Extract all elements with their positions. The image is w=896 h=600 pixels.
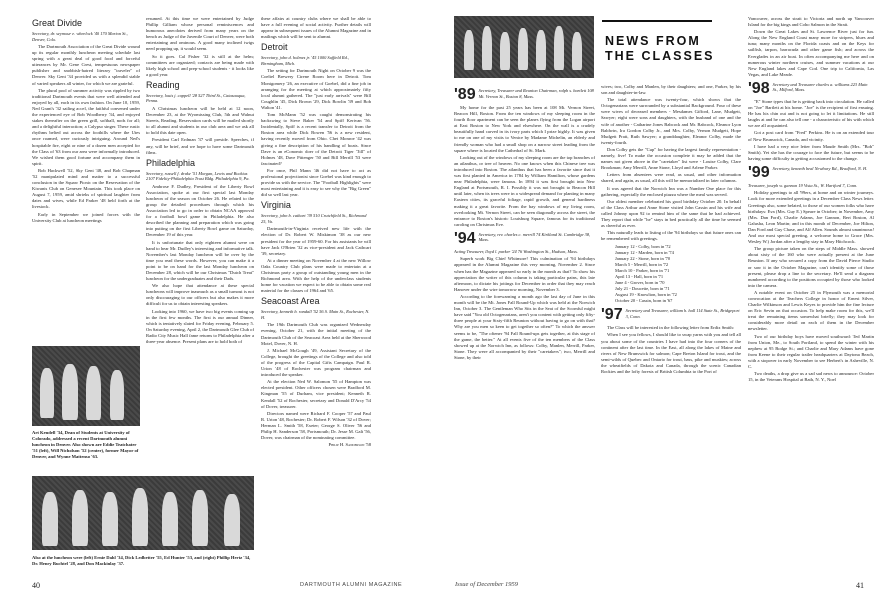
figure: [42, 492, 58, 546]
class-year: '94: [454, 229, 476, 247]
figure: [554, 26, 564, 70]
paragraph: these affairs at country clubs where we shall be able to have a full evening of social activity. Further details will appear in subsequent issues of the Alumni Magazine and in mailings which will be sent to alumni.: [261, 16, 371, 40]
paragraph: "E" Stone types that he is getting back into circulation. He called on "Joe" Bartlett at his home. "Joe" is the recipient of first ensuing. He has his chin out and is not going to let it limitations. He still laughs at and he can also tell one - a characteristic of his with which we are all acquainted.: [748, 98, 874, 129]
birthday-item: January 22 - Stone, born in '70: [615, 256, 671, 262]
column-1: [32, 16, 140, 356]
photo-luncheon-1: [32, 346, 140, 426]
figure: [72, 490, 88, 546]
class-officer-info: Secretary, rev. charles c. merrill 74 Kirkland St. Cambridge 38, Mass.: [478, 231, 591, 243]
class-year: '99: [748, 163, 770, 181]
figure: [464, 30, 474, 70]
secretary-line: Secretary, dr. seymour e. wheelock '40 170 Marion St., Denver, Colo.: [32, 31, 128, 42]
paragraph: I have had a very nice letter from Maude Smith (Mrs. "Bob" Smith). Yet she has the courage to face the future, but seems to be having some difficulty in getting accustomed to the change.: [748, 143, 874, 161]
club-heading-philadelphia: Philadelphia: [146, 157, 196, 168]
figure: [536, 30, 546, 70]
photo-luncheon-2: [32, 476, 254, 550]
club-heading-virginia: Virginia: [261, 200, 291, 211]
class-year: '97: [601, 306, 623, 324]
club-heading-great-divide: Great Divide: [32, 18, 83, 28]
paragraph: Our oldest member celebrated his good birthday October 20. In behalf of the Class Arthur and Anne Stone visited John Cassin and his wife and called Johnny upon 92 to remind him of the same that he had achieved. They report that while "he" stays in bed practically all the time he seemed as cheerful as ever.: [601, 198, 741, 229]
class-heading-1894: [454, 231, 595, 247]
class-officer-info: Secretary and Treasurer, william h. hall 114 State St., Bridgeport 3, Conn.: [625, 308, 740, 319]
paragraph: Directors named were Richard F. Cooper '57 and Paul R. Urion '48, Rochester; Dr. Robert F. Wilson '32 of Dover; Herman L. Smith '58, Exeter; George S. Oliver '56 and Philip H. Sanderson '58, Portsmouth; Dr. Jesse M. Galt '56, Dover, was chairman of the nominating committee.: [261, 410, 371, 441]
secretary-line: Secretary, john b. cathart '39 510 Crutchfield St., Richmond 25, Va.: [261, 213, 367, 224]
class-heading-1898: [748, 81, 874, 97]
paragraph: President Carl Erdman '37 will preside. Speeches, if any, will be brief, and we hope to have some Dartmouth films.: [146, 137, 254, 155]
decorative-bar: [602, 20, 712, 22]
paragraph: J. Michael McGough '49, Assistant Secretary of the College, brought the greetings of the College and also told of the progress of the Capital Gifts Campaign. Paul R. Urion '48 of Rochester was program chairman and introduced the speaker.: [261, 347, 371, 378]
club-heading-reading: Reading: [146, 79, 180, 90]
paragraph: My home for the past 25 years has been at 108 Mt. Vernon Street, Beacon Hill, Boston. From the ten windows of my sleeping room in the fourth floor apartment can be seen the planes flying from the Logan airport at East Boston to New York and elsewhere. On the wall is a crudely beautifully hand carved in its ivory parts which I prize highly. It was given to me on one of my visits to Venice by Madame Michelin, an elderly and friendly woman who had a small shop on a narrow street leading from the square where is located the Cathedral of St. Mark.: [454, 105, 595, 153]
paragraph: At the election Ned W. Salomon '55 of Hampton was elected president. Other officers chosen were Bradford M. Kingman '55 of Durham, vice president; Kenneth R. Kendall '52 of Rochester, secretary and Donald D'Arcy '54 of Dover, treasurer.: [261, 379, 371, 409]
paragraph: Looking out of the windows of my sleeping room are the top branches of an ailanthus, or tree of heaven. No one knows when this Chinese tree was introduced into Boston. The ailanthus that has been a favorite since that it was first planted in America in 1784 by William Hamilton, whose gardens near Philadelphia, were famous. In 1894 it was first brought into New England at Portsmouth, R. I. Possibly it was not brought to Beacon Hill until later, when its trees were in a widespread demand for planting in many Eastern cities, its graceful foliage, rapid growth, and general hardiness making it a great favorite. From the bay windows of my living room, overlooking Mt. Vernon Street, can be seen diagonally across the street, the entrance to Boston's historic Louisburg Square, famous for its traditional caroling on Christmas Eve.: [454, 154, 595, 227]
paragraph: This naturally leads to listing of the '94 birthdays so that future ones can be remembered with greetings.: [601, 230, 741, 242]
paragraph: Dartmouth-in-Virginia received new life with the election of Dr. Robert W. Miskimon '38 as our new president for the year of 1959-60. For his assistants he will have Jack O'Brien '32 as vice-president and Jack Cathcart '39, secretary.: [261, 226, 371, 256]
paragraph: The total attendance was twenty-four, which shows that the Octogenarians were surrounded by a substantial Background. Four of these were wives of deceased members - Mesdames Gifford, Lane, Mudgett, Sawyer; eight were sons and daughters, with the husband of one and the wife of another - Catharine Jones Babcock and Mr. Babcock, Eleanor Lyon Baldwin, Ira Gordon Colby Jr., and Mrs. Colby, Vernon Mudgett, Hope Mudgett Pratt, Ruth Sawyer; a granddaughter, Eleanor Colby, made the twenty-fourth.: [601, 97, 741, 145]
class-officer-info: Secretary, kenneth beal Newbury Rd., Bradford, N. H.: [772, 165, 868, 171]
birthday-item: October 20 - Cassin, born in '67: [615, 298, 673, 304]
birthday-list: [615, 244, 741, 304]
paragraph: A Christmas luncheon will be held at 12 noon, December 23, at the Wyomissing Club, 5th and Walnut Streets, Reading. Reservation cards will be mailed shortly to all alumni and students in our club area and we ask all to hold this date open.: [146, 105, 254, 136]
column-5: [601, 84, 741, 576]
paragraph: Letters from absentees were read, as usual, and other information shared, and again, as usual, all this will be memorialized in later columns.: [601, 172, 741, 184]
figure: [192, 490, 208, 546]
paragraph: At a dinner meeting on November 4 at the new Willow Oaks Country Club plans were made to entertain at a Christmas party a group of outstanding young men in the Richmond area. With the help of the underclass students home for vacation we expect to be able to obtain some real material for the classes of 1964 and '65.: [261, 257, 371, 294]
signature: Philip H. Sanderson '58: [328, 442, 371, 448]
birthday-item: March 10 - Parker, born in '71: [615, 268, 670, 274]
paragraph: The setting for Dartmouth Night on October 9 was the Coeltel Brewery Cirene Room here in Detroit. Tom Montgomery '26, an executive of Goebel, did a fine job in arranging for the meeting at which approximately fifty local alumni gathered. The "just early arrivals" were Bill Coughlin '45, Dick Brown '29, Dick Bowlin '39 and Bob Walton '41.: [261, 68, 371, 110]
class-officer-info: Secretary and Treasurer charles a. williams 223 Main St., Milford, Mass.: [772, 81, 868, 93]
figure: [62, 364, 78, 420]
paragraph: Bob Hackwell '52, Sky Gent '48, and Bob Chapman '52 manipulated mind and matter to a successful conclusion in the Squaw Picnic on the Reservation of the Kiwanis Club on Genesee Mountain. This took place on August 7, 1959, amid shrieks of spiritual laughter from dates and wives, while Ed Parker '48 held forth at the livestock.: [32, 167, 140, 210]
figure: [40, 368, 54, 418]
birthday-item: April 13 - Hall, born in '71: [615, 274, 664, 280]
photo-caption-1: Art Kendell '34, Dean of Students at University of Colorado, addressed a recent Dartmouth alumni luncheon in Denver. Also shown are Eddie Teatchater '51 (left), Will Nicholson '52 (center), former Mayor of Denver, and Wynne Mattenso '63.: [32, 430, 139, 459]
paragraph: Ambrose F. Dudley, President of the Liberty Bowl Association, spoke at our first special last Monday luncheon of the season on October 26. He related to the group the detailed procedures through which his Association led to go in order to obtain NCAA approval for a football bowl game in Philadelphia. He also described the planning and preparation which was going into putting on the first Liberty Bowl game on Saturday, December 19 of this year.: [146, 183, 254, 238]
secretary-line: Secretary, louis j. cappell '28 527 Third St., Catasauqua, Penna.: [146, 92, 246, 104]
paragraph: The Dartmouth Association of the Great Divide wound up its regular monthly luncheon meeting schedule last spring with a great deal of good food and forceful utterances by Mr. Gene Crest, tempestuous newspaper publisher and snobbish-hatred literary "traveler" of Denver. Sky Gent '34 provided us with a splendid stable of varied speakers all winter, for which we are grateful.: [32, 44, 140, 86]
class-year: '98: [748, 79, 770, 97]
paragraph: The 19th Dartmouth Club was organized Wednesday evening, October 21, with the initial meeting of the Dartmouth Club of the Seacoast Area held at the Sherwood Motel, Dover, N. H.: [261, 322, 371, 346]
paragraph: Early in September we joined forces with the University Club at luncheon meetings: [32, 211, 140, 223]
photo-caption-2: Also at the luncheon were (left) Ernie Dahl '34, Dick Ledbetter '55, Ed Hunter '53, and (right) Phillip Hertz '34, Dr. Henry Buchtel '28, and Don Mackinlay '37.: [32, 555, 251, 566]
birthday-item: August 19 - Knowlton, born in '72: [615, 292, 677, 298]
figure: [224, 494, 240, 546]
paragraph: Don Colby gets the "Cup" for having the largest family representation - namely, five! To make the occasion complete it may be added that the names not given above in the "caretaker" list were - Louise Colby, Clare Brookman; Amy Merrill, Anne Stone, Lloyd and Arlene Parker.: [601, 146, 741, 171]
column-3: [261, 16, 371, 576]
paragraph: Two deaths, a drop give us a sad sad news to announce: October 15, in the Veterans Hospital at Bath, N. Y., Noel: [748, 371, 874, 383]
class-heading-1897: [601, 307, 741, 323]
figure: [132, 488, 148, 546]
page-number-left: 40: [32, 580, 40, 590]
paragraph: Looking into 1960, we have two big events coming up in the first few months. The first is our annual Dinner, which is tentatively slated for Friday evening, February 5. On Saturday evening, April 2, the Dartmouth Glee Club of Radio City Music Hall fame returns to Philadelphia after a three-year absence. Present plans are to hold both of: [146, 308, 254, 345]
photo-class-group: [454, 16, 594, 78]
column-4: [454, 84, 595, 576]
column-2: [146, 16, 254, 474]
paragraph: Superb work Big Chief Whitmore! This culmination of '94 birthdays appeared in the Alumni Magazine this very morning, November 2. Since when has the Magazine appeared so early in the month as that? To show his appreciation the writer of this column is taking particular pains, this late afternoon, to dictate his jottings for December in order that they may reach Hanover under the wire tomorrow morning, November 3.: [454, 256, 595, 292]
secretary-line: Secretary, john d. holmes jr. '45 1000 Suffield Rd., Birmingham, Mich.: [261, 55, 349, 66]
club-heading-detroit: Detroit: [261, 42, 288, 53]
class-heading-1899: [748, 165, 874, 181]
paragraph: A notable event on October 25 in Plymouth was a memorial convocation at the Teachers College in honor of Ernest Silver, Charlie Wilkinson and Lewis Keyes to provide him the fine lecture on Eric Sevin on that occasion. To help make room for this, we'll treat the remaining items somewhat briefly; they may look for considerably more detail on each of them in the December newsletter.: [748, 289, 874, 332]
paragraph: The plural pool of summer activity was rippled by two traditional Dartmouth events that were well attended and enjoyed by all, each in its own fashion. On June 10, 1959, Ned Grant's '32 sailing accel, the faithful convened under the experienced eye of Bob Woodberry '34, and enjoyed stakes thereafter on the green grill, softball, nods for all; and a delightful interaction; a Calypso singer. These rustic rhythms belted out across the foothills where the Utes once roamed, were curiously intriguing. Around Ned's hospitable fire, eight or nine of a dozen men accepted for the Class of '63 from our area were informally introduced. We wished them good fortune and accompany them in spirit.: [32, 87, 140, 166]
paragraph: resumed. At this time we were entertained by Judge Phillip Gilliam whose personal reminiscences and humorous anecdotes derived from many years on the bench as Judge of the Juvenile Court of Denver, were both entertaining and ominous. A good many inclined twigs need propping up, it would seem.: [146, 16, 254, 52]
issue-date-footer: Issue of December 1959: [455, 580, 518, 588]
paragraph: The Class will be interested in the following letter from Erdix Smith:: [607, 325, 734, 331]
birthday-item: July 21 - Doucette, born in '71: [615, 286, 670, 292]
class-officer-info: Secretary, Treasurer and Reunion Chairman, ralph s. bartlett 108 Mt. Vernon St., Boston 8, Mass.: [478, 88, 594, 99]
paragraph: Two of our birthday boys have moved southward: Ted Martin from Union, Me., to South Portland, to spend the winter with his nephew at 95 Bodge St.; and Charlie and Mary Adams have gone from Keene to their regular trailer headquarters at Daytona Beach, with a stopover in early November to see Herbert's in Asheville, N. C.: [748, 333, 874, 369]
figure: [500, 32, 510, 70]
paragraph: Got a post card from "Fred" Perkins. He is on an extended tour of New Brunswick, Canada, and vicinity.: [748, 130, 874, 142]
secretary-line: Secretary, russell f. drake '51 Morgan, Lewis and Bockius 2107 Fidelity-Philadelphia Trust Bldg. Philadelphia 9, Pa.: [146, 170, 250, 182]
paragraph: We also hope that attendance at these special luncheons will improve inasmuch as a small turnout is not only discouraging to our officers but also makes it more difficult for us to obtain interesting speakers.: [146, 283, 254, 307]
figure: [518, 28, 528, 70]
treasurer-line: Acting Treasurer, lloyd l. parker '24 76 Washington St., Hudson, Mass.: [454, 248, 578, 254]
figure: [162, 492, 178, 546]
club-heading-seacoast: Seacoast Area: [261, 296, 320, 307]
section-title-news-from-classes: NEWS FROM THE CLASSES: [605, 34, 715, 63]
figure: [102, 492, 118, 546]
birthday-item: January 12 - Colby, born in '72: [615, 244, 671, 250]
paragraph: It was agreed that the Norwich Inn was a Number One place for this gathering, especially the enclosed piazza where the meal was served.: [601, 185, 741, 197]
column-6: [748, 16, 874, 576]
birthday-item: March 5 - Merrill, born in '72: [615, 262, 669, 268]
class-year: '89: [454, 86, 476, 103]
paragraph: The group picture taken on the steps of Middle Mass. showed about sixty of the 160 who were actually present at the June Reunion. If any who secured a copy from the David Pierce Studio or saw it in the October Magazine, can't identify some of those present, please drop a line to the secretary. He'll send a diagram numbered according to the positions occupied by those who looked into the camera.: [748, 246, 874, 288]
paragraph: Vancouver, across the strait to Victoria and north up Vancouver Island for the big kings and Coho Salmon in the Strait.: [748, 16, 874, 28]
figure: [482, 26, 492, 70]
paragraph: It is unfortunate that only eighteen alumni were on hand to hear Mr. Dudley's interesting and informative talk. November's last Monday luncheon will be over by the time you read these words. However, you can make it a point to be on hand for the last Monday luncheon on December 28, which will be our Christmas "Dutch Treat" luncheon for the undergraduates and their Dads.: [146, 239, 254, 282]
class-heading-1889: [454, 87, 595, 103]
figure: [572, 32, 582, 70]
paragraph: For once, Phil Mann '46 did not have to act as professional projectionist since Goebel was kind enough to provide us with the service. The "Football Highlights" were most entertaining and it is easy to see why the "Big Green" did so well last year.: [261, 167, 371, 198]
paragraph: According to the forewarning a month ago the last day of June in this month will be the Mt. Jones Fall Round-Up which was held at the Norwich Inn, October 3. The Gentleman Who Sits in the Seat of the Scornful might have said "You old Octogenarians, aren't you content with getting only fifty-three people at your Sixty-fifth Reunion without having to go on with that? Why are you men so keen to get together so often?" To which the answer seems to be, "The oftener '94 Fall Round-ups gets together, at this stage of the game, the better." At all events five of the ten members of the Class showed up at the Norwich Inn, as follows: Colby, Manlen, Merrill, Parker, Stone. They were all accompanied by their "caretakers"; two, Merrill and Stone, by their: [454, 293, 595, 360]
treasurer-line: Treasurer, joseph w. gannon 19 Vista St., W. Hartford 7, Conn.: [748, 182, 858, 188]
paragraph: Tom McMann '52 was caught demonstrating his backswing to Steve Baker '54 and Spiff Kerivan '56. Incidentally, Spiff is a recent transfer to Detroit from the Boston area while Dick Bowen '56 is a new resident, having recently moved from Ohio. Chet Monroe '42 was giving a fine description of his handling of boats. Since Dave is an eConomic doer of the Detroit Tiger "Jill" of Holmes '48, Dave Pittenger '50 and Bill Merrill '53 were fascinated?: [261, 112, 371, 166]
paragraph: Holiday greetings to all '99ers, at home and on winter journeys. Look for more extended greetings in a December Class News letter. Greetings also, some belated, to those of our women folks who have birthdays: Eva (Mrs. Guy E.) Speare in October; in November, Amy (Mrs. Dan Ford), Charlie Adams, Joe Gannon, Bert Boston, Al Galusha, Leon Martin; and in this month of December, Joe Hilton, Dan Ford and Guy Chase, and Alf Allen. Sounds almost unanimous! And our most special greeting, a welcome home to Grace (Mrs. Wesley W.) Jordan after a lengthy stay in Mary Hitchcock.: [748, 190, 874, 245]
paragraph: wives; two, Colby and Manlen, by their daughters; and one, Parker, by his son and daughter-in-law.: [601, 84, 741, 96]
paragraph: When I see you fellows, I should like to swap yarns with you and tell all you about some of the countries I have had into the four corners of the continent after the last time. In the East, all along the lakes of Maine and rivers of New Brunswick for salmon; Cape Breton Island for trout, and the semi-wilds of Quebec and Ontario for trout, bass, pike and muskies; across the wheatfields of Dakota and Canada, through the scenic Canadian Rockies and the lofty forests of British Columbia to the Port of: [601, 332, 741, 374]
magazine-title-footer: DARTMOUTH ALUMNI MAGAZINE: [300, 581, 403, 588]
birthday-item: June 4 - Grover, born in '70: [615, 280, 665, 286]
secretary-line: Secretary, kenneth b. randall '52 56 S. Main St., Rochester, N. H.: [261, 309, 370, 320]
figure: [86, 366, 101, 420]
page-number-right: 41: [856, 580, 864, 590]
paragraph: Down the Great Lakes and St. Lawrence River just for fun. Along the New England Coast many more for stripers, blues and tuna; many months on the Florida coasts and on the Keys for sailfish, tarpon, barracuda and other game fish; and across the Everglades in an air boat. In often accompanying me here and on numerous winter northern cruises, and summer vacations at our New England lakes and Cape Cod. One trip to California, Las Vegas, and Lake Meade.: [748, 29, 874, 77]
paragraph: So it goes. Cal Fisher '32 is still at the helm; committees are organized; contacts are being made with likely high school and prep-school students - it looks like a good year.: [146, 53, 254, 77]
birthday-item: January 12 - Marden, born in '74: [615, 250, 674, 256]
figure: [110, 370, 124, 420]
